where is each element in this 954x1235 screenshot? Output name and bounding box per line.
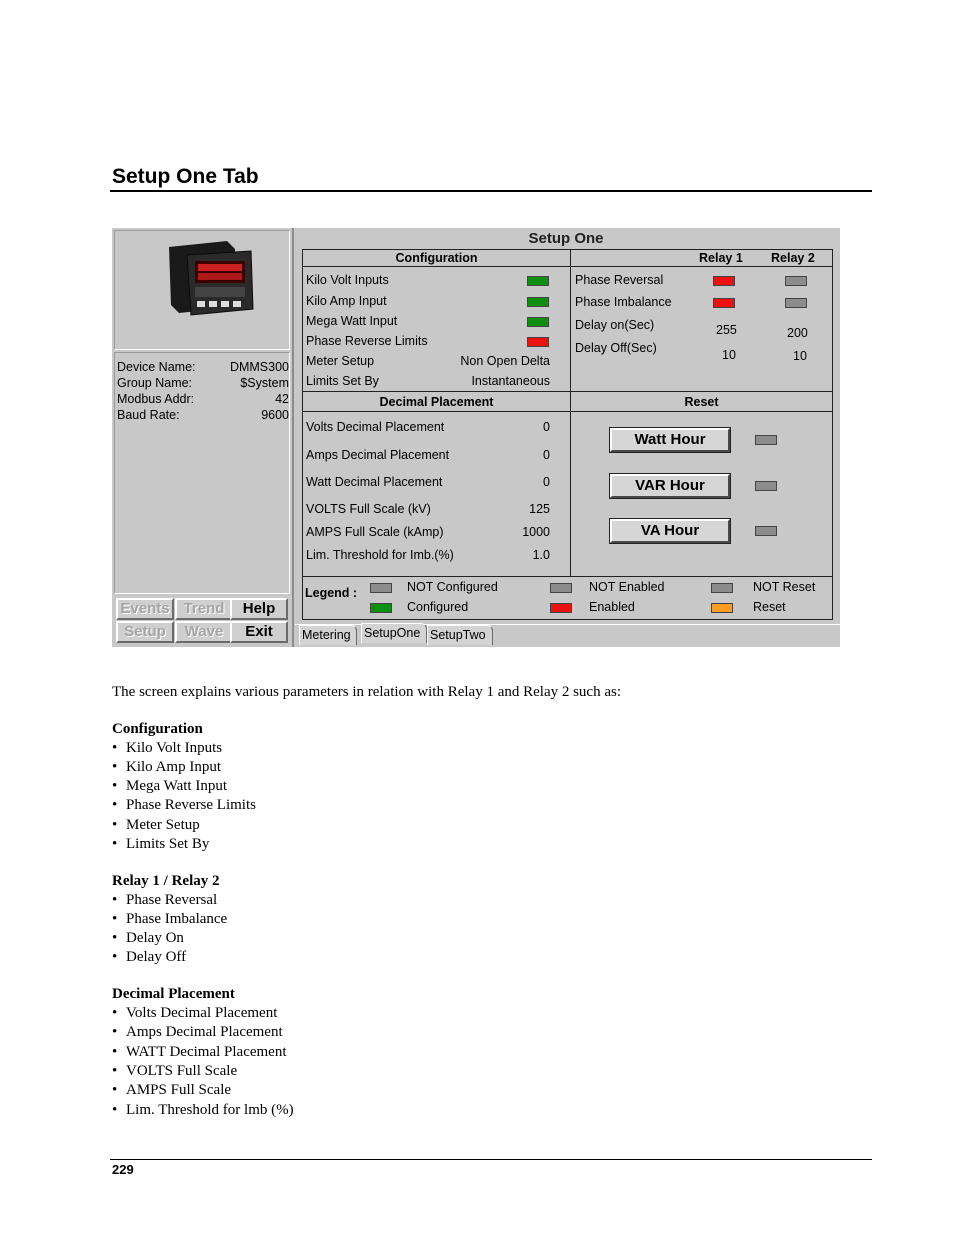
list-item: • VOLTS Full Scale (112, 1063, 238, 1079)
baud-rate-row (117, 407, 289, 423)
list-item-text: Kilo Amp Input (126, 759, 222, 775)
var-hour-reset-status (755, 481, 777, 491)
group-name-label: Group Name: (117, 376, 193, 390)
tab-setupone[interactable]: SetupOne (361, 623, 427, 643)
relay-heading: Relay 1 / Relay 2 (112, 873, 220, 889)
kilo-volt-inputs-status (527, 276, 549, 286)
lim-threshold-value: 1.0 (532, 548, 550, 562)
list-item: • Phase Reverse Limits (112, 797, 256, 813)
legend-not-reset-label: NOT Reset (753, 580, 816, 594)
setup-one-screenshot (112, 228, 840, 647)
phase-reverse-limits-status (527, 337, 549, 347)
page-number: 229 (112, 1162, 134, 1177)
tab-metering[interactable]: Metering (299, 625, 357, 645)
list-item: • Delay Off (112, 949, 187, 965)
list-item-text: Limits Set By (126, 836, 210, 852)
phase-imbalance-relay2-status (785, 298, 807, 308)
legend-configured-swatch (370, 603, 392, 613)
list-item: • Kilo Amp Input (112, 759, 222, 775)
legend-not-reset-swatch (711, 583, 733, 593)
footer-rule (110, 1159, 872, 1160)
amps-decimal-value: 0 (543, 448, 550, 462)
list-item: • Limits Set By (112, 836, 210, 852)
delay-on-label: Delay on(Sec) (575, 318, 655, 332)
device-name-label: Device Name: (117, 360, 196, 374)
baud-rate-label: Baud Rate: (117, 408, 180, 422)
setup-button[interactable]: Setup (116, 621, 174, 643)
list-item-text: AMPS Full Scale (126, 1082, 232, 1098)
device-name-row (117, 359, 289, 375)
amps-full-scale-value: 1000 (522, 525, 550, 539)
volts-full-scale-value: 125 (529, 502, 550, 516)
legend-title: Legend : (305, 586, 358, 600)
legend-reset-swatch (711, 603, 733, 613)
kilo-volt-inputs-label: Kilo Volt Inputs (306, 273, 389, 287)
meter-device-image (167, 239, 255, 317)
legend-enabled-swatch (550, 603, 572, 613)
limits-set-by-label: Limits Set By (306, 374, 379, 388)
list-item: • AMPS Full Scale (112, 1082, 232, 1098)
list-item-text: Mega Watt Input (126, 778, 227, 794)
list-item: • Mega Watt Input (112, 778, 227, 794)
section-title: Setup One Tab (112, 165, 259, 188)
left-panel (112, 228, 292, 647)
configuration-heading: Configuration (112, 721, 203, 737)
delay-on-relay2-value: 200 (787, 326, 808, 340)
limits-set-by-value: Instantaneous (471, 374, 550, 388)
list-item-text: Phase Reverse Limits (126, 797, 256, 813)
modbus-addr-row (117, 391, 289, 407)
list-item: • Lim. Threshold for lmb (%) (112, 1102, 294, 1118)
events-button[interactable]: Events (116, 598, 174, 620)
decimal-placement-header: Decimal Placement (303, 392, 570, 412)
phase-reverse-limits-label: Phase Reverse Limits (306, 334, 428, 348)
device-info-box (114, 352, 290, 594)
help-button[interactable]: Help (230, 598, 288, 620)
list-item-text: Amps Decimal Placement (126, 1024, 283, 1040)
kilo-amp-input-label: Kilo Amp Input (306, 294, 387, 308)
reset-panel (570, 391, 833, 577)
list-item: • Meter Setup (112, 817, 200, 833)
decimal-placement-heading: Decimal Placement (112, 986, 235, 1002)
list-item-text: Lim. Threshold for lmb (%) (126, 1102, 294, 1118)
relay-panel (570, 249, 833, 392)
trend-button[interactable]: Trend (175, 598, 233, 620)
intro-paragraph: The screen explains various parameters in relation with Relay 1 and Relay 2 such as: (112, 684, 622, 700)
delay-off-label: Delay Off(Sec) (575, 341, 657, 355)
legend-reset-label: Reset (753, 600, 786, 614)
watt-decimal-value: 0 (543, 475, 550, 489)
wave-button[interactable]: Wave (175, 621, 233, 643)
delay-off-relay1-value: 10 (722, 348, 736, 362)
phase-reversal-relay1-status (713, 276, 735, 286)
list-item: • Kilo Volt Inputs (112, 740, 223, 756)
phase-imbalance-label: Phase Imbalance (575, 295, 672, 309)
relay1-header: Relay 1 (699, 251, 743, 265)
legend-configured-label: Configured (407, 600, 469, 614)
watt-hour-reset-status (755, 435, 777, 445)
reset-header: Reset (571, 392, 832, 412)
list-item: • WATT Decimal Placement (112, 1044, 287, 1060)
legend-not-configured-label: NOT Configured (407, 580, 498, 594)
legend-not-enabled-label: NOT Enabled (589, 580, 665, 594)
list-item-text: Meter Setup (126, 817, 200, 833)
legend-not-enabled-swatch (550, 583, 572, 593)
screen-title: Setup One (528, 230, 604, 247)
device-image-box (114, 230, 290, 350)
mega-watt-input-label: Mega Watt Input (306, 314, 398, 328)
meter-setup-value: Non Open Delta (460, 354, 550, 368)
va-hour-reset-status (755, 526, 777, 536)
configuration-panel (302, 249, 571, 392)
relay2-header: Relay 2 (771, 251, 815, 265)
amps-full-scale-label: AMPS Full Scale (kAmp) (306, 525, 444, 539)
legend-enabled-label: Enabled (589, 600, 635, 614)
decimal-placement-panel (302, 391, 571, 577)
phase-imbalance-relay1-status (713, 298, 735, 308)
kilo-amp-input-status (527, 297, 549, 307)
modbus-addr-value: 42 (275, 392, 289, 406)
delay-on-relay1-value: 255 (716, 323, 737, 337)
list-item-text: Kilo Volt Inputs (126, 740, 223, 756)
volts-decimal-label: Volts Decimal Placement (306, 420, 445, 434)
mega-watt-input-status (527, 317, 549, 327)
lim-threshold-label: Lim. Threshold for Imb.(%) (306, 548, 454, 562)
exit-button[interactable]: Exit (230, 621, 288, 643)
list-item-text: VOLTS Full Scale (126, 1063, 238, 1079)
list-item-text: Phase Reversal (126, 892, 218, 908)
tab-setuptwo[interactable]: SetupTwo (427, 625, 493, 645)
volts-decimal-value: 0 (543, 420, 550, 434)
meter-setup-label: Meter Setup (306, 354, 375, 368)
watt-hour-reset-button[interactable]: Watt Hour (610, 428, 730, 452)
list-item: • Phase Imbalance (112, 911, 228, 927)
var-hour-reset-button[interactable]: VAR Hour (610, 474, 730, 498)
group-name-value: $System (240, 376, 289, 390)
legend-panel (302, 576, 833, 620)
va-hour-reset-button[interactable]: VA Hour (610, 519, 730, 543)
list-item-text: Volts Decimal Placement (126, 1005, 278, 1021)
list-item-text: WATT Decimal Placement (126, 1044, 287, 1060)
phase-reversal-label: Phase Reversal (575, 273, 664, 287)
watt-decimal-label: Watt Decimal Placement (306, 475, 443, 489)
list-item: • Delay On (112, 930, 184, 946)
group-name-row (117, 375, 289, 391)
list-item: • Amps Decimal Placement (112, 1024, 283, 1040)
list-item: • Phase Reversal (112, 892, 218, 908)
amps-decimal-label: Amps Decimal Placement (306, 448, 450, 462)
list-item-text: Delay Off (126, 949, 187, 965)
list-item-text: Phase Imbalance (126, 911, 228, 927)
delay-off-relay2-value: 10 (793, 349, 807, 363)
phase-reversal-relay2-status (785, 276, 807, 286)
modbus-addr-label: Modbus Addr: (117, 392, 195, 406)
legend-not-configured-swatch (370, 583, 392, 593)
volts-full-scale-label: VOLTS Full Scale (kV) (306, 502, 431, 516)
baud-rate-value: 9600 (261, 408, 289, 422)
vertical-divider (292, 228, 294, 647)
configuration-header: Configuration (303, 250, 570, 267)
title-rule (110, 190, 872, 192)
list-item-text: Delay On (126, 930, 184, 946)
device-name-value: DMMS300 (229, 360, 289, 374)
list-item: • Volts Decimal Placement (112, 1005, 278, 1021)
